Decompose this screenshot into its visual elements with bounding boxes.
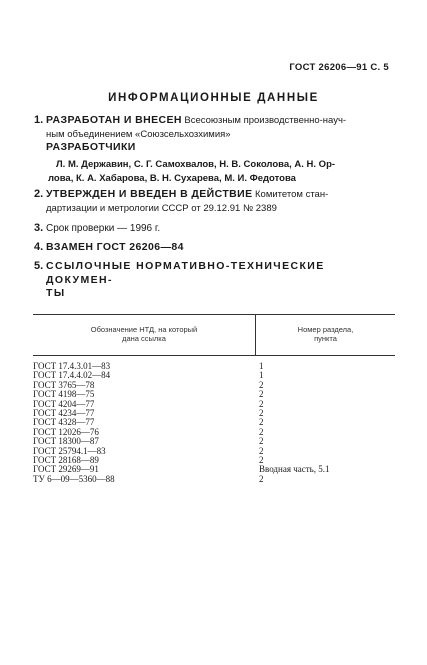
ntd-designation: ГОСТ 4234—77 bbox=[33, 407, 95, 418]
section-reference: 2 bbox=[259, 473, 264, 484]
section-reference: 2 bbox=[259, 454, 264, 465]
reference-table-header bbox=[33, 314, 395, 356]
ntd-designation: ГОСТ 25794.1—83 bbox=[33, 445, 106, 456]
ntd-designation: ГОСТ 4328—77 bbox=[33, 417, 95, 428]
section-reference: 2 bbox=[259, 398, 264, 409]
page-title: ИНФОРМАЦИОННЫЕ ДАННЫЕ bbox=[108, 92, 319, 104]
column-header-ntd: Обозначение НТД, на который дана ссылка bbox=[90, 325, 198, 343]
ntd-designation: ГОСТ 4204—77 bbox=[33, 398, 95, 409]
section-heading: УТВЕРЖДЕН И ВВЕДЕН В ДЕЙСТВИЕ bbox=[46, 188, 253, 200]
running-header: ГОСТ 26206—91 С. 5 bbox=[289, 62, 389, 73]
ntd-designation: ГОСТ 17.4.3.01—83 bbox=[33, 361, 111, 371]
section-number: 1. bbox=[34, 114, 44, 126]
developer-names: лова, К. А. Хабарова, В. Н. Сухарева, М. И. Федотова bbox=[48, 172, 296, 184]
section-heading: РАЗРАБОТАН И ВНЕСЕН bbox=[46, 114, 182, 126]
section-number: 4. bbox=[34, 241, 44, 253]
section-reference: 2 bbox=[259, 426, 264, 437]
section-number: 5. bbox=[34, 260, 44, 272]
section-reference: 2 bbox=[259, 445, 264, 456]
section-reference: 2 bbox=[259, 379, 264, 390]
ntd-designation: ГОСТ 12026—76 bbox=[33, 426, 99, 437]
section-text: дартизации и метрологии СССР от 29.12.91 № 2389 bbox=[46, 202, 277, 214]
section-reference: 2 bbox=[259, 436, 264, 447]
section-text: Всесоюзным производственно-науч- bbox=[184, 115, 347, 126]
column-header-section: Номер раздела, пункта bbox=[297, 325, 354, 343]
section-number: 2. bbox=[34, 188, 44, 200]
section-1 bbox=[34, 114, 394, 141]
section-reference: 2 bbox=[259, 417, 264, 428]
developers-list bbox=[48, 158, 396, 185]
developer-names: Л. М. Державин, С. Г. Самохвалов, Н. В. Соколова, А. Н. Ор- bbox=[56, 159, 336, 170]
section-reference: 1 bbox=[259, 361, 264, 371]
section-heading: ВЗАМЕН ГОСТ 26206—84 bbox=[46, 241, 184, 253]
table-row bbox=[33, 475, 395, 484]
section-reference: 1 bbox=[259, 370, 264, 381]
section-reference: 2 bbox=[259, 407, 264, 418]
section-5 bbox=[34, 260, 394, 301]
ntd-designation: ГОСТ 28168—89 bbox=[33, 454, 99, 465]
section-reference: 2 bbox=[259, 389, 264, 400]
section-heading: ТЫ bbox=[46, 287, 66, 299]
ntd-designation: ГОСТ 3765—78 bbox=[33, 379, 95, 390]
section-developers bbox=[34, 141, 394, 155]
section-4 bbox=[34, 241, 394, 255]
section-text: Срок проверки — 1996 г. bbox=[46, 223, 161, 234]
ntd-designation: ГОСТ 29269—91 bbox=[33, 464, 99, 475]
section-2 bbox=[34, 188, 394, 215]
section-number: 3. bbox=[34, 222, 44, 234]
section-text: ным объединением «Союзсельхозхимия» bbox=[46, 128, 231, 140]
ntd-designation: ТУ 6—09—5360—88 bbox=[33, 473, 115, 484]
ntd-designation: ГОСТ 18300—87 bbox=[33, 436, 99, 447]
reference-table-body bbox=[33, 362, 395, 484]
section-text: Комитетом стан- bbox=[255, 189, 329, 200]
section-reference: Вводная часть, 5.1 bbox=[259, 464, 330, 475]
ntd-designation: ГОСТ 4198—75 bbox=[33, 389, 95, 400]
section-heading: РАЗРАБОТЧИКИ bbox=[46, 141, 136, 153]
section-3 bbox=[34, 222, 394, 236]
section-heading: ССЫЛОЧНЫЕ НОРМАТИВНО-ТЕХНИЧЕСКИЕ ДОКУМЕН- bbox=[46, 260, 325, 286]
ntd-designation: ГОСТ 17.4.4.02—84 bbox=[33, 370, 111, 381]
